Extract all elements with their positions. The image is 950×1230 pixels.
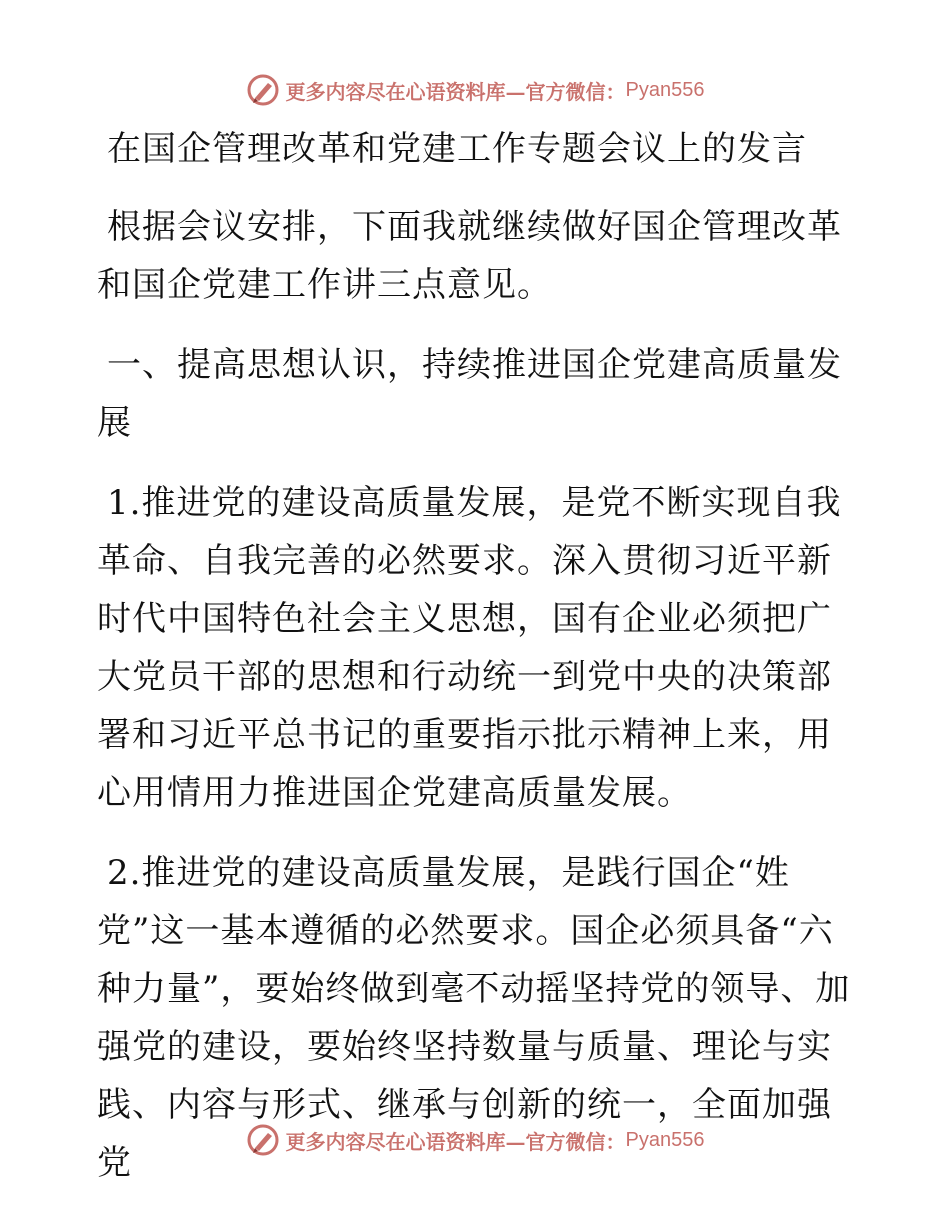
document-title: 在国企管理改革和党建工作专题会议上的发言: [107, 129, 807, 169]
footer-watermark: [0, 1120, 950, 1160]
header-watermark: [0, 70, 950, 110]
watermark-text: 更多内容尽在心语资料库—官方微信：: [285, 1129, 626, 1154]
paragraph-intro: 根据会议安排，下面我就继续做好国企管理改革和国企党建工作讲三点意见。: [97, 207, 842, 305]
watermark-id: Pyan556: [625, 78, 705, 101]
pen-logo-icon: [246, 73, 280, 107]
section-heading-1: 一、提高思想认识，持续推进国企党建高质量发展: [97, 345, 842, 443]
document-body: [97, 120, 857, 1192]
watermark-id: Pyan556: [625, 1128, 705, 1151]
paragraph-point-1: 1.推进党的建设高质量发展，是党不断实现自我革命、自我完善的必然要求。深入贯彻习近平新时代中国特色社会主义思想，国有企业必须把广大党员干部的思想和行动统一到党中央的决策部署和习近平总书记的重要指示批示精神上来，用心用情用力推进国企党建高质量发展。: [97, 483, 842, 813]
watermark-text: 更多内容尽在心语资料库—官方微信：: [285, 79, 626, 104]
paragraph-point-2: 2.推进党的建设高质量发展，是践行国企“姓党”这一基本遵循的必然要求。国企必须具备“六种力量”，要始终做到毫不动摇坚持党的领导、加强党的建设，要始终坚持数量与质量、理论与实践、内容与形式、继承与创新的统一，全面加强党: [97, 853, 851, 1183]
pen-logo-icon: [246, 1123, 280, 1157]
